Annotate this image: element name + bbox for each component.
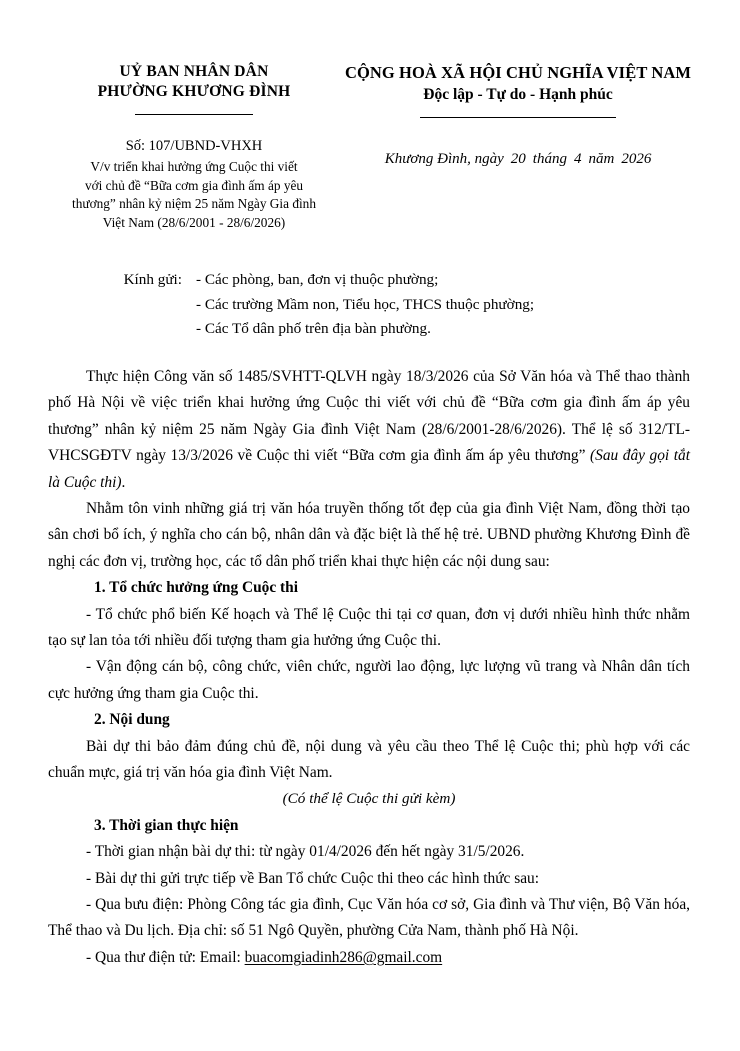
- recipients-list: [196, 268, 692, 342]
- section-3-heading: 3. Thời gian thực hiện: [94, 816, 239, 834]
- body-paragraph-1: [48, 364, 690, 496]
- date-place: Khương Đình, ngày: [384, 151, 504, 167]
- motto-underline-rule: [420, 117, 616, 118]
- authority-underline-rule: [135, 114, 253, 115]
- document-body: [0, 364, 740, 971]
- recipients-label: Kính gửi:: [123, 271, 182, 289]
- document-number: Số: 107/UBND-VHXH: [125, 138, 263, 154]
- section-3-item-4: [48, 945, 690, 971]
- national-motto: Độc lập - Tự do - Hạnh phúc: [423, 86, 613, 103]
- place-and-date: [344, 149, 692, 169]
- date-year: 2026: [621, 151, 652, 167]
- recipient-item: - Các Tổ dân phố trên địa bàn phường.: [196, 320, 431, 338]
- subject-line-2: với chủ đề “Bữa cơm gia đình ấm áp yêu: [84, 177, 304, 193]
- authority-line-2: PHƯỜNG KHƯƠNG ĐÌNH: [97, 83, 291, 100]
- section-2-paragraph: Bài dự thi bảo đảm đúng chủ đề, nội dung và yêu cầu theo Thể lệ Cuộc thi; phù hợp với các chuẩn mực, giá trị văn hóa gia đình Việt Nam.: [48, 737, 690, 781]
- section-2-heading: 2. Nội dung: [94, 711, 170, 729]
- section-3-item-3: - Qua bưu điện: Phòng Công tác gia đình, Cục Văn hóa cơ sở, Gia đình và Thư viện, Bộ Văn hóa, Thể thao và Du lịch. Địa chỉ: số 51 Ngô Quyền, phường Cửa Nam, thành phố Hà Nội.: [48, 896, 690, 940]
- issuing-authority-block: [48, 62, 340, 232]
- paragraph-1-tail: .: [121, 473, 126, 491]
- paragraph-1-text: Thực hiện Công văn số 1485/SVHTT-QLVH ngày 18/3/2026 của Sở Văn hóa và Thể thao thành phố Hà Nội về việc triển khai hưởng ứng Cuộc thi viết với chủ đề “Bữa cơm gia đình ấm áp yêu thương” nhân kỷ niệm 25 năm Ngày Gia đình Việt Nam (28/6/2001-28/6/2026). Thể lệ số 312/TL-VHCSGĐTV ngày 13/3/2026 về Cuộc thi viết “Bữa cơm gia đình ấm áp yêu thương”: [48, 367, 690, 465]
- national-heading-block: [340, 62, 692, 169]
- national-title: CỘNG HOÀ XÃ HỘI CHỦ NGHĨA VIỆT NAM: [344, 63, 692, 82]
- recipients-block: [0, 268, 740, 342]
- date-year-label: năm: [588, 151, 615, 167]
- recipient-item: - Các phòng, ban, đơn vị thuộc phường;: [196, 271, 439, 289]
- body-paragraph-2: Nhằm tôn vinh những giá trị văn hóa truyền thống tốt đẹp của gia đình Việt Nam, đồng thời tạo sân chơi bổ ích, ý nghĩa cho cán bộ, nhân dân và đặc biệt là thế hệ trẻ. UBND phường Khương Đình đề nghị các đơn vị, trường học, các tổ dân phố triển khai thực hiện các nội dung sau:: [48, 499, 690, 570]
- subject-line-3: thương” nhân kỷ niệm 25 năm Ngày Gia đình: [72, 196, 316, 212]
- subject-line-4: Việt Nam (28/6/2001 - 28/6/2026): [102, 214, 286, 230]
- recipient-item: - Các trường Mầm non, Tiểu học, THCS thuộc phường;: [196, 295, 535, 313]
- authority-line-1: UỶ BAN NHÂN DÂN: [119, 63, 269, 80]
- section-1-heading: 1. Tổ chức hưởng ứng Cuộc thi: [94, 579, 298, 597]
- date-day: 20: [510, 151, 526, 167]
- section-3-item-1: - Thời gian nhận bài dự thi: từ ngày 01/4/2026 đến hết ngày 31/5/2026.: [86, 843, 525, 861]
- date-month: 4: [573, 151, 582, 167]
- section-2-attachment-note: (Có thể lệ Cuộc thi gửi kèm): [282, 790, 456, 808]
- document-subject: [48, 158, 340, 232]
- date-month-label: tháng: [532, 151, 567, 167]
- section-3-item-2: - Bài dự thi gửi trực tiếp về Ban Tổ chức Cuộc thi theo các hình thức sau:: [86, 869, 540, 887]
- section-1-item-2: - Vận động cán bộ, công chức, viên chức, người lao động, lực lượng vũ trang và Nhân dân tích cực hưởng ứng tham gia Cuộc thi.: [48, 658, 690, 702]
- subject-line-1: V/v triển khai hưởng ứng Cuộc thi viết: [90, 159, 298, 174]
- contest-email-address[interactable]: buacomgiadinh286@gmail.com: [244, 948, 443, 966]
- paragraph-1-italic-note: (Sau đây gọi tắt là Cuộc thi): [48, 447, 690, 491]
- section-1-item-1: - Tổ chức phổ biến Kế hoạch và Thể lệ Cuộc thi tại cơ quan, đơn vị dưới nhiều hình thức nhằm tạo sự lan tỏa tới nhiều đối tượng tham gia hưởng ứng Cuộc thi.: [48, 605, 690, 649]
- email-label: - Qua thư điện tử: Email:: [86, 948, 241, 966]
- document-header: [0, 0, 740, 232]
